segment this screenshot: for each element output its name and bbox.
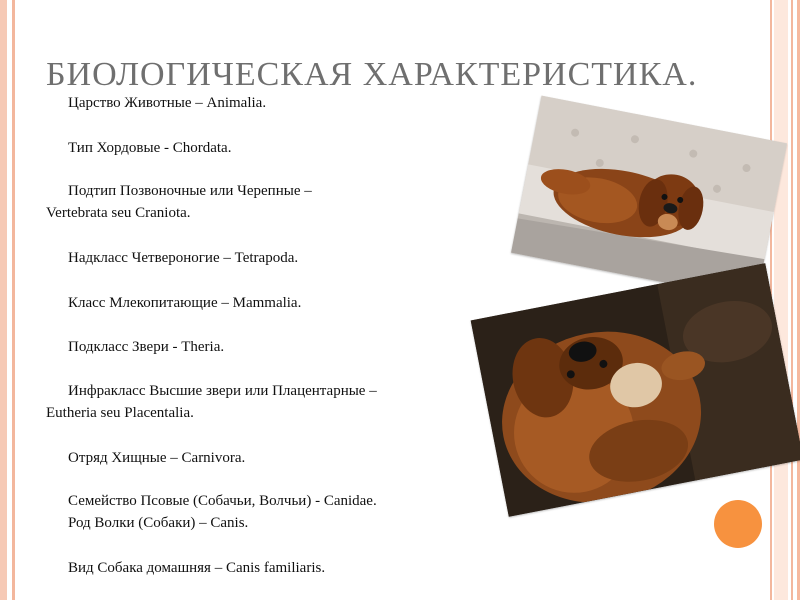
left-decor-stripe: [0, 0, 7, 600]
right-decor-line-middle: [791, 0, 793, 600]
taxonomy-line-subphylum: Подтип Позвоночные или Черепные –: [68, 183, 312, 199]
taxonomy-line-genus: Род Волки (Собаки) – Canis.: [68, 515, 249, 531]
taxonomy-line-species: Вид Собака домашняя – Canis familiaris.: [68, 560, 326, 576]
dog-photo-closeup: [471, 263, 800, 517]
slide-title: БИОЛОГИЧЕСКАЯ ХАРАКТЕРИСТИКА.: [46, 56, 698, 93]
taxonomy-line-subphylum-latin: Vertebrata seu Craniota.: [46, 205, 191, 221]
orange-accent-circle: [714, 500, 762, 548]
taxonomy-line-superclass: Надкласс Четвероногие – Tetrapoda.: [68, 250, 299, 266]
taxonomy-line-class: Класс Млекопитающие – Mammalia.: [68, 295, 302, 311]
left-decor-line: [12, 0, 15, 600]
taxonomy-line-infraclass: Инфракласс Высшие звери или Плацентарные –: [68, 383, 377, 399]
taxonomy-line-subclass: Подкласс Звери - Theria.: [68, 339, 225, 355]
taxonomy-line-phylum: Тип Хордовые - Chordata.: [68, 140, 232, 156]
right-decor-band: [774, 0, 788, 600]
taxonomy-line-order: Отряд Хищные – Carnivora.: [68, 450, 246, 466]
taxonomy-line-infraclass-latin: Eutheria seu Placentalia.: [46, 405, 194, 421]
taxonomy-line-family: Семейство Псовые (Собачьи, Волчьи) - Canidae.: [68, 493, 377, 509]
taxonomy-line-kingdom: Царство Животные – Animalia.: [68, 95, 267, 111]
